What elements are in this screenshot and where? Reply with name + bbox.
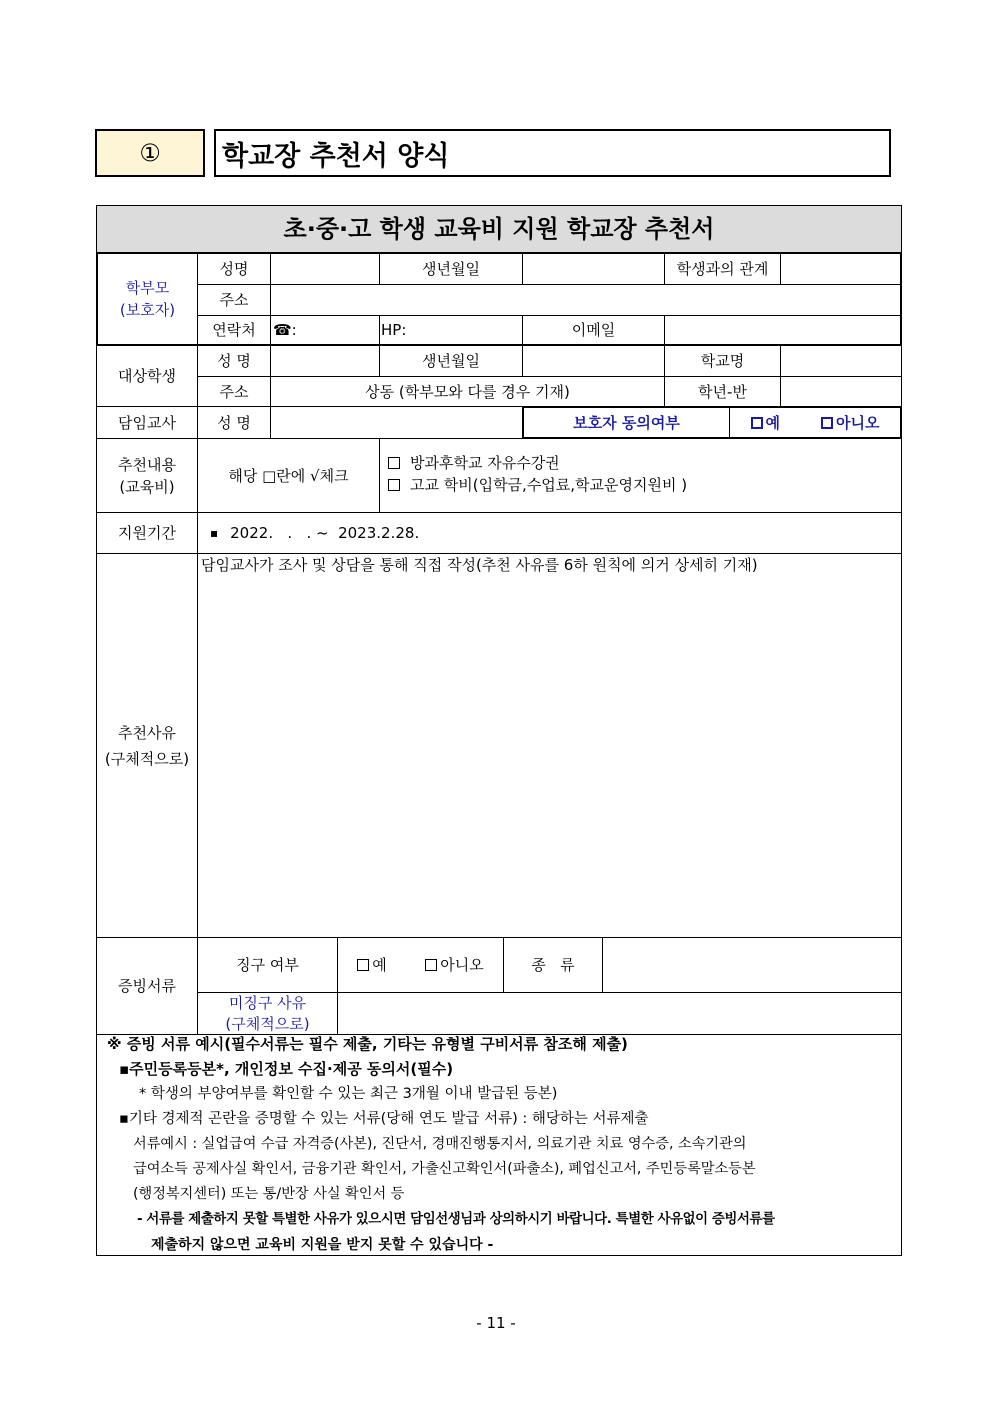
student-birth-field[interactable] — [523, 346, 664, 376]
teacher-name-field[interactable] — [271, 407, 522, 438]
guardian-label-line2: (보호자) — [119, 301, 176, 319]
student-school-label-text: 학교명 — [700, 352, 745, 370]
evidence-label — [97, 938, 197, 1034]
checkbox-icon — [751, 417, 763, 429]
student-grade-field[interactable] — [781, 377, 901, 406]
consent-label-text: 보호자 동의여부 — [573, 413, 680, 432]
missing-reason-label — [198, 993, 337, 1034]
student-grade-label — [665, 377, 780, 406]
reason-label — [97, 554, 197, 937]
missing-reason-line2: (구체적으로) — [225, 1014, 310, 1033]
guardian-name-label — [198, 254, 270, 284]
guardian-label-line1: 학부모 — [125, 279, 170, 297]
reason-label-line1: 추천사유 — [118, 723, 176, 742]
section-title-box — [214, 129, 891, 177]
recommend-instruction — [198, 439, 379, 512]
notes-item2-line2: 급여소득 공제사실 확인서, 금융기관 확인서, 가출신고확인서(파출소), 폐업신고서, 주민등록말소등본 — [133, 1161, 756, 1177]
checkbox-icon — [388, 457, 400, 469]
recommend-label — [97, 439, 197, 512]
guardian-contact-label — [198, 316, 270, 344]
consent-no-label: 아니오 — [836, 413, 880, 432]
recommend-options — [388, 452, 898, 502]
guardian-name-label-text: 성명 — [219, 260, 249, 278]
missing-reason-field[interactable] — [338, 993, 901, 1034]
recommend-label-line1: 추천내용 — [118, 455, 176, 474]
collect-options — [338, 938, 503, 992]
page-number: - 11 - — [476, 1314, 516, 1332]
student-name-label — [198, 346, 270, 376]
teacher-name-label-text: 성 명 — [217, 413, 251, 432]
collect-label-text: 징구 여부 — [236, 956, 299, 974]
student-label-text: 대상학생 — [118, 367, 176, 385]
checkbox-icon — [357, 959, 369, 971]
student-birth-label — [380, 346, 522, 376]
period-label-text: 지원기간 — [118, 524, 176, 542]
student-address-label-text: 주소 — [219, 382, 249, 401]
recommend-instruction-text: 해당 □란에 √체크 — [228, 466, 349, 485]
missing-reason-line1: 미징구 사유 — [228, 993, 307, 1012]
checkbox-icon — [821, 417, 833, 429]
guardian-email-label-text: 이메일 — [571, 321, 616, 339]
collect-label — [198, 938, 337, 992]
type-field[interactable] — [603, 938, 901, 992]
consent-yes-checkbox[interactable] — [751, 414, 781, 432]
student-label — [97, 346, 197, 406]
notes-item2: ▪기타 경제적 곤란을 증명할 수 있는 서류(당해 연도 발급 서류) : 해당하는 서류제출 — [119, 1111, 649, 1127]
consent-no-checkbox[interactable] — [821, 414, 879, 432]
guardian-birth-field[interactable] — [523, 254, 664, 284]
option-tuition[interactable] — [388, 474, 898, 496]
reason-label-line2: (구체적으로) — [104, 749, 190, 768]
consent-yes-label: 예 — [765, 413, 780, 432]
teacher-label-text: 담임교사 — [118, 413, 176, 432]
option-afterschool[interactable] — [388, 452, 898, 474]
form-title — [97, 206, 901, 252]
form-title-text: 초·중·고 학생 교육비 지원 학교장 추천서 — [283, 215, 715, 243]
section-title: 학교장 추천서 양식 — [222, 140, 450, 172]
consent-options — [730, 408, 900, 437]
reason-field[interactable] — [198, 554, 901, 937]
guardian-address-label — [198, 285, 270, 315]
notes-heading: ※ 증빙 서류 예시(필수서류는 필수 제출, 기타는 유형별 구비서류 참조해 제출) — [107, 1035, 628, 1053]
collect-yes-checkbox[interactable] — [357, 956, 387, 974]
reason-guide: 담임교사가 조사 및 상담을 통해 직접 작성(추천 사유를 6하 원칙에 의거 상세히 기재) — [201, 556, 758, 574]
guardian-email-label — [523, 316, 664, 344]
notes-item1-note: * 학생의 부양여부를 확인할 수 있는 최근 3개월 이내 발급된 등본) — [139, 1086, 558, 1102]
notes-warning-line2: 제출하지 않으면 교육비 지원을 받지 못할 수 있습니다 - — [151, 1237, 494, 1253]
guardian-hp-prefix: HP: — [381, 321, 407, 339]
notes-warning-line1: - 서류를 제출하지 못할 특별한 사유가 있으시면 담임선생님과 상의하시기 바랍니다. 특별한 사유없이 증빙서류를 — [137, 1212, 775, 1227]
guardian-hp-field[interactable] — [380, 316, 522, 344]
notes-section — [97, 1035, 901, 1255]
checkbox-icon — [388, 479, 400, 491]
period-label — [97, 513, 197, 553]
student-address-field[interactable] — [271, 377, 664, 406]
guardian-phone-field[interactable] — [271, 316, 379, 344]
student-birth-label-text: 생년월일 — [422, 352, 480, 370]
period-field[interactable] — [198, 513, 901, 553]
notes-item2-line3: (행정복지센터) 또는 통/반장 사실 확인서 등 — [133, 1186, 405, 1202]
checkbox-icon — [425, 959, 437, 971]
student-name-label-text: 성 명 — [217, 352, 251, 370]
period-bullet: ▪ — [210, 526, 219, 540]
recommend-label-line2: (교육비) — [119, 477, 175, 496]
student-grade-label-text: 학년-반 — [698, 382, 747, 401]
student-address-label — [198, 377, 270, 406]
guardian-name-field[interactable] — [271, 254, 379, 284]
phone-icon: ☎: — [273, 321, 297, 339]
period-value: 2022. . . ~ 2023.2.28. — [230, 524, 420, 542]
guardian-relation-label — [665, 254, 780, 284]
student-school-label — [665, 346, 780, 376]
teacher-name-label — [198, 407, 270, 438]
option-afterschool-label: 방과후학교 자유수강권 — [410, 454, 560, 472]
guardian-address-label-text: 주소 — [219, 291, 249, 309]
section-number-box — [95, 129, 205, 177]
student-address-note: 상동 (학부모와 다를 경우 기재) — [365, 382, 570, 401]
guardian-contact-label-text: 연락처 — [212, 321, 256, 339]
collect-yes-label: 예 — [372, 956, 387, 974]
consent-label — [524, 408, 729, 437]
collect-no-checkbox[interactable] — [425, 956, 483, 974]
option-tuition-label: 고교 학비(입학금,수업료,학교운영지원비 ) — [410, 476, 688, 494]
teacher-label — [97, 407, 197, 438]
type-label — [504, 938, 602, 992]
section-number: ① — [139, 139, 161, 167]
type-label-text: 종 류 — [531, 956, 575, 974]
guardian-label — [98, 254, 197, 344]
guardian-email-field[interactable] — [665, 316, 900, 344]
guardian-address-field[interactable] — [271, 285, 900, 315]
guardian-birth-label-text: 생년월일 — [422, 260, 480, 278]
student-school-field[interactable] — [781, 346, 901, 376]
collect-no-label: 아니오 — [440, 956, 484, 974]
notes-item1: ▪주민등록등본*, 개인정보 수집·제공 동의서(필수) — [119, 1060, 454, 1078]
student-name-field[interactable] — [271, 346, 379, 376]
guardian-birth-label — [380, 254, 522, 284]
guardian-relation-field[interactable] — [781, 254, 900, 284]
guardian-relation-label-text: 학생과의 관계 — [676, 260, 769, 278]
evidence-label-text: 증빙서류 — [118, 977, 176, 995]
notes-item2-line1: 서류예시 : 실업급여 수급 자격증(사본), 진단서, 경매진행통지서, 의료기관 치료 영수증, 소속기관의 — [133, 1136, 747, 1152]
